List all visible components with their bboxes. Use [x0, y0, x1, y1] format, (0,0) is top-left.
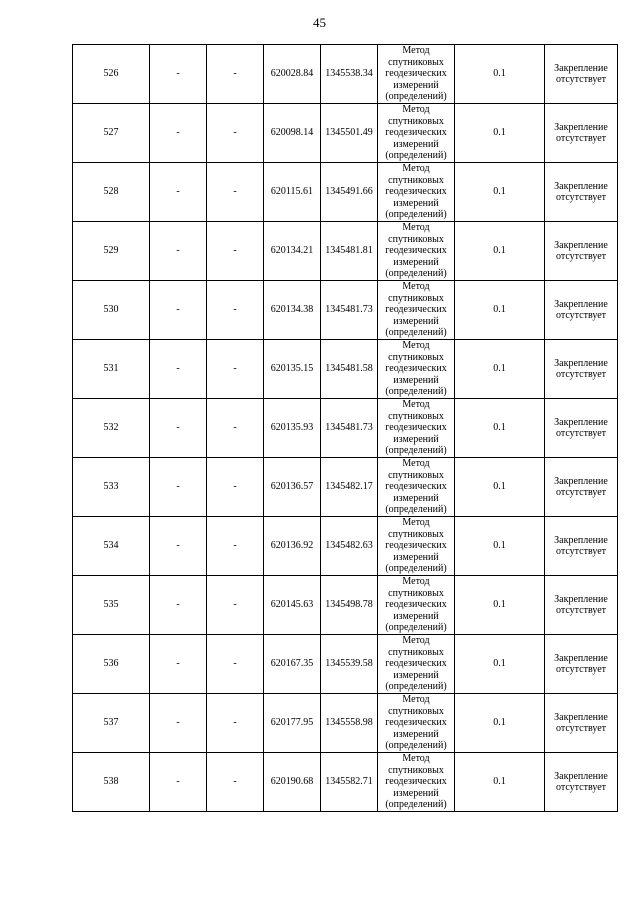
accuracy-cell: 0.1 [455, 222, 545, 281]
dash-cell: - [150, 45, 207, 104]
table-row [73, 104, 618, 163]
dash-cell: - [150, 163, 207, 222]
point-number-cell: 527 [73, 104, 150, 163]
point-number-cell: 531 [73, 340, 150, 399]
fixing-cell: Закрепление отсутствует [545, 458, 618, 517]
accuracy-cell: 0.1 [455, 399, 545, 458]
table-row [73, 753, 618, 812]
fixing-cell: Закрепление отсутствует [545, 281, 618, 340]
accuracy-cell: 0.1 [455, 753, 545, 812]
x-coordinate-cell: 620145.63 [264, 576, 321, 635]
table-row [73, 694, 618, 753]
x-coordinate-cell: 620134.21 [264, 222, 321, 281]
x-coordinate-cell: 620134.38 [264, 281, 321, 340]
fixing-cell: Закрепление отсутствует [545, 104, 618, 163]
point-number-cell: 533 [73, 458, 150, 517]
x-coordinate-cell: 620135.93 [264, 399, 321, 458]
accuracy-cell: 0.1 [455, 281, 545, 340]
y-coordinate-cell: 1345481.58 [321, 340, 378, 399]
accuracy-cell: 0.1 [455, 458, 545, 517]
point-number-cell: 530 [73, 281, 150, 340]
y-coordinate-cell: 1345501.49 [321, 104, 378, 163]
accuracy-cell: 0.1 [455, 340, 545, 399]
dash-cell: - [150, 576, 207, 635]
dash-cell: - [207, 399, 264, 458]
y-coordinate-cell: 1345498.78 [321, 576, 378, 635]
method-cell: Метод спутниковых геодезических измерений (определений) [378, 222, 455, 281]
accuracy-cell: 0.1 [455, 694, 545, 753]
y-coordinate-cell: 1345481.73 [321, 281, 378, 340]
x-coordinate-cell: 620135.15 [264, 340, 321, 399]
y-coordinate-cell: 1345481.81 [321, 222, 378, 281]
dash-cell: - [207, 163, 264, 222]
point-number-cell: 538 [73, 753, 150, 812]
accuracy-cell: 0.1 [455, 576, 545, 635]
point-number-cell: 526 [73, 45, 150, 104]
point-number-cell: 535 [73, 576, 150, 635]
accuracy-cell: 0.1 [455, 163, 545, 222]
fixing-cell: Закрепление отсутствует [545, 222, 618, 281]
dash-cell: - [207, 104, 264, 163]
fixing-cell: Закрепление отсутствует [545, 45, 618, 104]
y-coordinate-cell: 1345558.98 [321, 694, 378, 753]
dash-cell: - [207, 694, 264, 753]
dash-cell: - [207, 576, 264, 635]
dash-cell: - [207, 458, 264, 517]
dash-cell: - [150, 281, 207, 340]
table-row [73, 576, 618, 635]
dash-cell: - [207, 753, 264, 812]
method-cell: Метод спутниковых геодезических измерений (определений) [378, 104, 455, 163]
dash-cell: - [150, 104, 207, 163]
coordinates-table [72, 44, 618, 812]
fixing-cell: Закрепление отсутствует [545, 576, 618, 635]
dash-cell: - [150, 399, 207, 458]
method-cell: Метод спутниковых геодезических измерений (определений) [378, 399, 455, 458]
fixing-cell: Закрепление отсутствует [545, 635, 618, 694]
fixing-cell: Закрепление отсутствует [545, 399, 618, 458]
fixing-cell: Закрепление отсутствует [545, 340, 618, 399]
x-coordinate-cell: 620098.14 [264, 104, 321, 163]
accuracy-cell: 0.1 [455, 635, 545, 694]
method-cell: Метод спутниковых геодезических измерений (определений) [378, 340, 455, 399]
fixing-cell: Закрепление отсутствует [545, 163, 618, 222]
table-row [73, 45, 618, 104]
dash-cell: - [150, 458, 207, 517]
y-coordinate-cell: 1345482.63 [321, 517, 378, 576]
table-row [73, 517, 618, 576]
table-row [73, 399, 618, 458]
table-row [73, 222, 618, 281]
accuracy-cell: 0.1 [455, 104, 545, 163]
method-cell: Метод спутниковых геодезических измерений (определений) [378, 576, 455, 635]
method-cell: Метод спутниковых геодезических измерений (определений) [378, 694, 455, 753]
y-coordinate-cell: 1345539.58 [321, 635, 378, 694]
x-coordinate-cell: 620136.57 [264, 458, 321, 517]
point-number-cell: 532 [73, 399, 150, 458]
y-coordinate-cell: 1345481.73 [321, 399, 378, 458]
method-cell: Метод спутниковых геодезических измерений (определений) [378, 45, 455, 104]
y-coordinate-cell: 1345482.17 [321, 458, 378, 517]
x-coordinate-cell: 620028.84 [264, 45, 321, 104]
table-row [73, 458, 618, 517]
accuracy-cell: 0.1 [455, 45, 545, 104]
point-number-cell: 536 [73, 635, 150, 694]
y-coordinate-cell: 1345538.34 [321, 45, 378, 104]
x-coordinate-cell: 620167.35 [264, 635, 321, 694]
table-row [73, 163, 618, 222]
table-row [73, 635, 618, 694]
page-number: 45 [313, 15, 326, 30]
dash-cell: - [150, 222, 207, 281]
dash-cell: - [207, 635, 264, 694]
dash-cell: - [207, 517, 264, 576]
dash-cell: - [207, 222, 264, 281]
dash-cell: - [150, 635, 207, 694]
method-cell: Метод спутниковых геодезических измерений (определений) [378, 163, 455, 222]
dash-cell: - [207, 340, 264, 399]
dash-cell: - [150, 753, 207, 812]
dash-cell: - [150, 517, 207, 576]
x-coordinate-cell: 620190.68 [264, 753, 321, 812]
point-number-cell: 528 [73, 163, 150, 222]
method-cell: Метод спутниковых геодезических измерений (определений) [378, 458, 455, 517]
dash-cell: - [150, 694, 207, 753]
table-row [73, 340, 618, 399]
method-cell: Метод спутниковых геодезических измерений (определений) [378, 517, 455, 576]
dash-cell: - [207, 45, 264, 104]
dash-cell: - [150, 340, 207, 399]
point-number-cell: 537 [73, 694, 150, 753]
dash-cell: - [207, 281, 264, 340]
point-number-cell: 534 [73, 517, 150, 576]
table-row [73, 281, 618, 340]
point-number-cell: 529 [73, 222, 150, 281]
y-coordinate-cell: 1345582.71 [321, 753, 378, 812]
method-cell: Метод спутниковых геодезических измерений (определений) [378, 635, 455, 694]
table-body [73, 45, 618, 812]
fixing-cell: Закрепление отсутствует [545, 517, 618, 576]
fixing-cell: Закрепление отсутствует [545, 753, 618, 812]
x-coordinate-cell: 620177.95 [264, 694, 321, 753]
x-coordinate-cell: 620115.61 [264, 163, 321, 222]
y-coordinate-cell: 1345491.66 [321, 163, 378, 222]
x-coordinate-cell: 620136.92 [264, 517, 321, 576]
fixing-cell: Закрепление отсутствует [545, 694, 618, 753]
accuracy-cell: 0.1 [455, 517, 545, 576]
method-cell: Метод спутниковых геодезических измерений (определений) [378, 753, 455, 812]
method-cell: Метод спутниковых геодезических измерений (определений) [378, 281, 455, 340]
